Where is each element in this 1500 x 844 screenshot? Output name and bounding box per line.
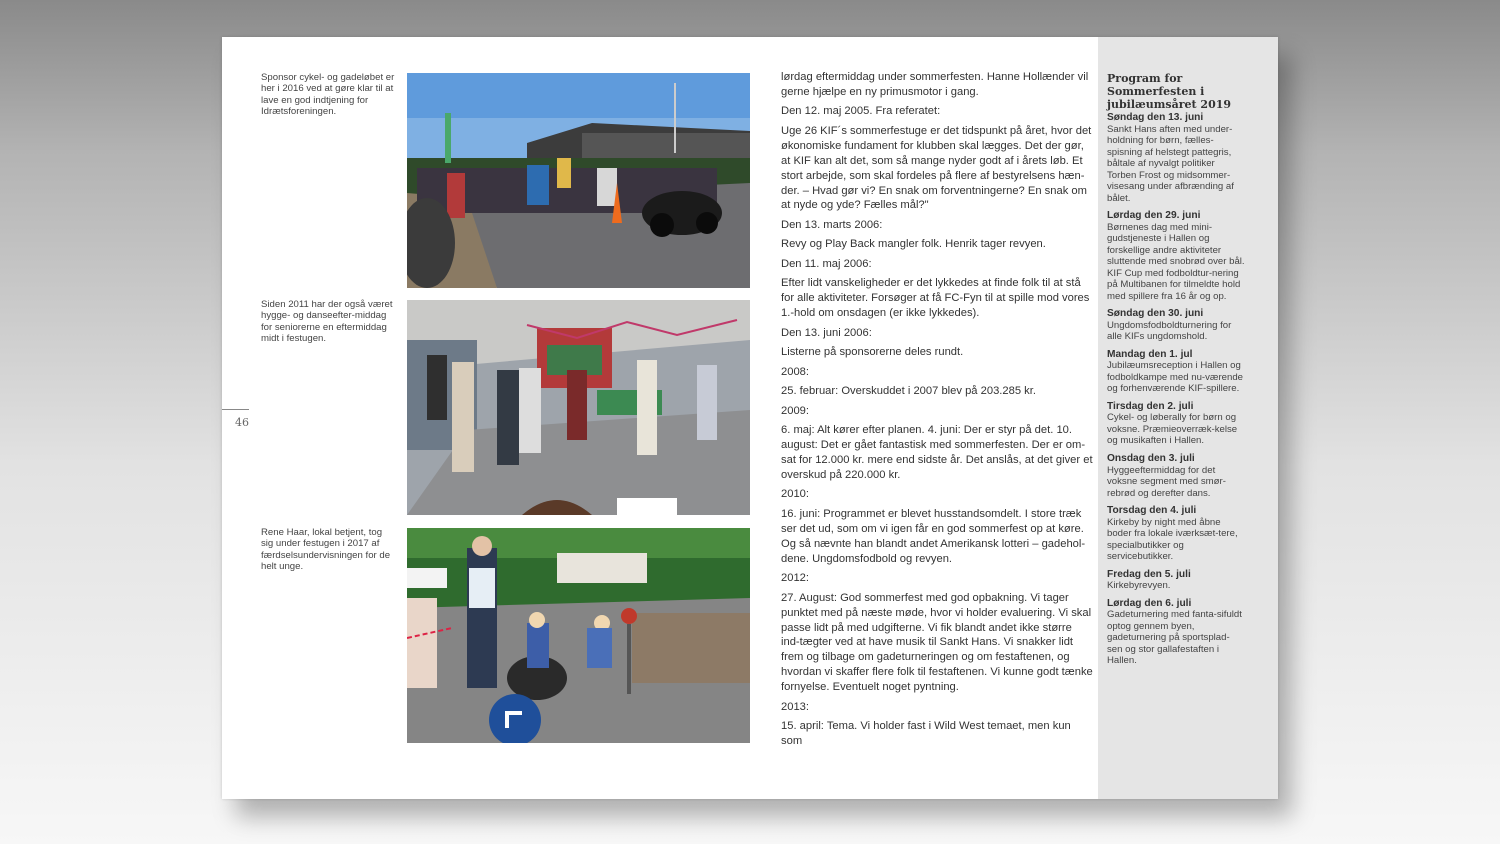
caption-photo-2: Siden 2011 har der også været hygge- og danseefter-middag for seniorerne en eftermiddag midt i festugen. bbox=[261, 299, 393, 345]
book-page bbox=[222, 37, 1278, 799]
event-description: Børnenes dag med mini-gudstjeneste i Hallen og forskellige andre aktiviteter sluttende med snobrød over bål. KIF Cup med fodboldtur-nering på Multibanen for tilmeldte hold med spillere fra 16 år og op. bbox=[1107, 221, 1245, 302]
event-date: Lørdag den 29. juni bbox=[1107, 210, 1201, 222]
body-paragraph: Den 13. juni 2006: bbox=[781, 326, 872, 339]
photo-traffic-lesson bbox=[407, 528, 750, 743]
body-paragraph: 25. februar: Overskuddet i 2007 blev på 203.285 kr. bbox=[781, 385, 1036, 398]
program-event bbox=[1107, 453, 1245, 499]
caption-photo-1: Sponsor cykel- og gadeløbet er her i 2016 ved at gøre klar til at lave en god indtjening for Idrætsforeningen. bbox=[261, 72, 395, 118]
event-date: Lørdag den 6. juli bbox=[1107, 597, 1192, 609]
event-date: Mandag den 1. jul bbox=[1107, 348, 1193, 360]
event-date: Onsdag den 3. juli bbox=[1107, 452, 1195, 464]
program-list bbox=[1107, 72, 1245, 673]
program-event bbox=[1107, 112, 1245, 204]
body-paragraph: 27. August: God sommerfest med god opbakning. Vi tager punktet med på næste møde, hvor vi holder evaluering. Vi skal passe lidt på med udgifterne. Vi fik blandt andet ikke større ind-tægter ved at have musik til Sankt Hans. Vi snakker lidt frem og tilbage om gadeturneringen og om festaftenen, og hvordan vi skaffer flere folk til festaftenen. Vi kunne godt tænke fornyelse. Eventuelt noget pyntning. bbox=[781, 591, 1093, 694]
program-event bbox=[1107, 308, 1245, 343]
caption-photo-3: Rene Haar, lokal betjent, tog sig under festugen i 2017 af færdselsundervisningen for de helt unge. bbox=[261, 527, 391, 573]
event-date: Søndag den 30. juni bbox=[1107, 308, 1204, 320]
body-paragraph: Den 12. maj 2005. Fra referatet: bbox=[781, 105, 941, 118]
event-description: Jubilæumsreception i Hallen og fodboldkampe med nu-værende og forhenværende KIF-spillere. bbox=[1107, 360, 1243, 395]
body-paragraph: 2009: bbox=[781, 404, 809, 417]
body-paragraph: Efter lidt vanskeligheder er det lykkedes at finde folk til at stå for alle aktiviteter. Forsøger at få FC-Fyn til at spille mod vores 1.-hold om onsdagen (er ikke lykkedes). bbox=[781, 277, 1090, 320]
body-paragraph: 2010: bbox=[781, 488, 809, 501]
body-paragraph: 2012: bbox=[781, 572, 809, 585]
page-number-rule bbox=[222, 409, 249, 410]
program-event bbox=[1107, 210, 1245, 302]
body-paragraph: Revy og Play Back mangler folk. Henrik tager revyen. bbox=[781, 238, 1046, 251]
event-description: Kirkeby by night med åbne boder fra lokale iværksæt-tere, specialbutikker og servicebutikker. bbox=[1107, 516, 1238, 563]
photo-senior-dance bbox=[407, 300, 750, 515]
event-date: Søndag den 13. juni bbox=[1107, 112, 1204, 123]
event-description: Kirkebyrevyen. bbox=[1107, 580, 1171, 592]
event-description: Sankt Hans aften med under-holdning for børn, fælles-spisning af helstegt pattegris, båltale af nyvalgt politiker Torben Frost og midsommer-visesang under afbrænding af bålet. bbox=[1107, 123, 1234, 204]
body-paragraph: Uge 26 KIF´s sommerfestuge er det tidspunkt på året, hvor det økonomiske fundament for klubben skal lægges. Det der gør, at KIF kan alt det, som så mange nyder godt af i årets løb. Et stort arbejde, som skal fordeles på flere af bestyrelsens hæn-der. – Hvad gør vi? En snak om forventningerne? En snak om at nyde og yde? Fælles mål?" bbox=[781, 124, 1092, 212]
page-number: 46 bbox=[235, 416, 249, 429]
body-paragraph: 16. juni: Programmet er blevet husstandsomdelt. I store træk ser det ud, som om vi igen får en god sommerfest op at køre. Og så nævnte han blandt andet Amerikansk lotteri – gadehol-dene. Ungdomsfodbold og revyen. bbox=[781, 507, 1086, 565]
event-description: Hyggeeftermiddag for det voksne segment med smør-rebrød og derefter dans. bbox=[1107, 464, 1226, 499]
body-paragraph: 6. maj: Alt kører efter planen. 4. juni: Der er styr på det. 10. august: Det er gået fantastisk med sommerfesten. Der er om-sat for 12.000 kr. mere end sidste år. Det anslås, at det giver et overskud på 220.000 kr. bbox=[781, 424, 1093, 481]
photo-bike-race bbox=[407, 73, 750, 288]
body-paragraph: 2013: bbox=[781, 700, 809, 713]
body-paragraph: Den 13. marts 2006: bbox=[781, 218, 883, 231]
event-date: Torsdag den 4. juli bbox=[1107, 505, 1197, 517]
body-paragraph: Den 11. maj 2006: bbox=[781, 257, 872, 270]
program-event bbox=[1107, 401, 1245, 447]
program-event bbox=[1107, 569, 1245, 592]
body-paragraph: 15. april: Tema. Vi holder fast i Wild West temaet, men kun som bbox=[781, 720, 1071, 748]
event-description: Cykel- og løberally for børn og voksne. Præmieoverræk-kelse og musikaften i Hallen. bbox=[1107, 412, 1238, 447]
body-paragraph: 2008: bbox=[781, 365, 809, 378]
program-event bbox=[1107, 349, 1245, 395]
event-description: Ungdomsfodboldturnering for alle KIFs ungdomshold. bbox=[1107, 319, 1232, 343]
body-paragraph: Listerne på sponsorerne deles rundt. bbox=[781, 346, 964, 359]
program-title: Program for Sommerfesten i jubilæumsåret 2019 bbox=[1107, 72, 1232, 111]
article-body bbox=[781, 70, 1093, 754]
event-description: Gadeturnering med fanta-sifuldt optog gennem byen, gadeturnering på sportsplad-sen og stor gallafestaften i Hallen. bbox=[1107, 609, 1242, 667]
body-paragraph: lørdag eftermiddag under sommerfesten. Hanne Hollænder vil gerne hjælpe en ny primusmotor i gang. bbox=[781, 71, 1089, 98]
program-event bbox=[1107, 505, 1245, 563]
event-date: Fredag den 5. juli bbox=[1107, 568, 1191, 580]
event-date: Tirsdag den 2. juli bbox=[1107, 400, 1194, 412]
program-event bbox=[1107, 598, 1245, 667]
